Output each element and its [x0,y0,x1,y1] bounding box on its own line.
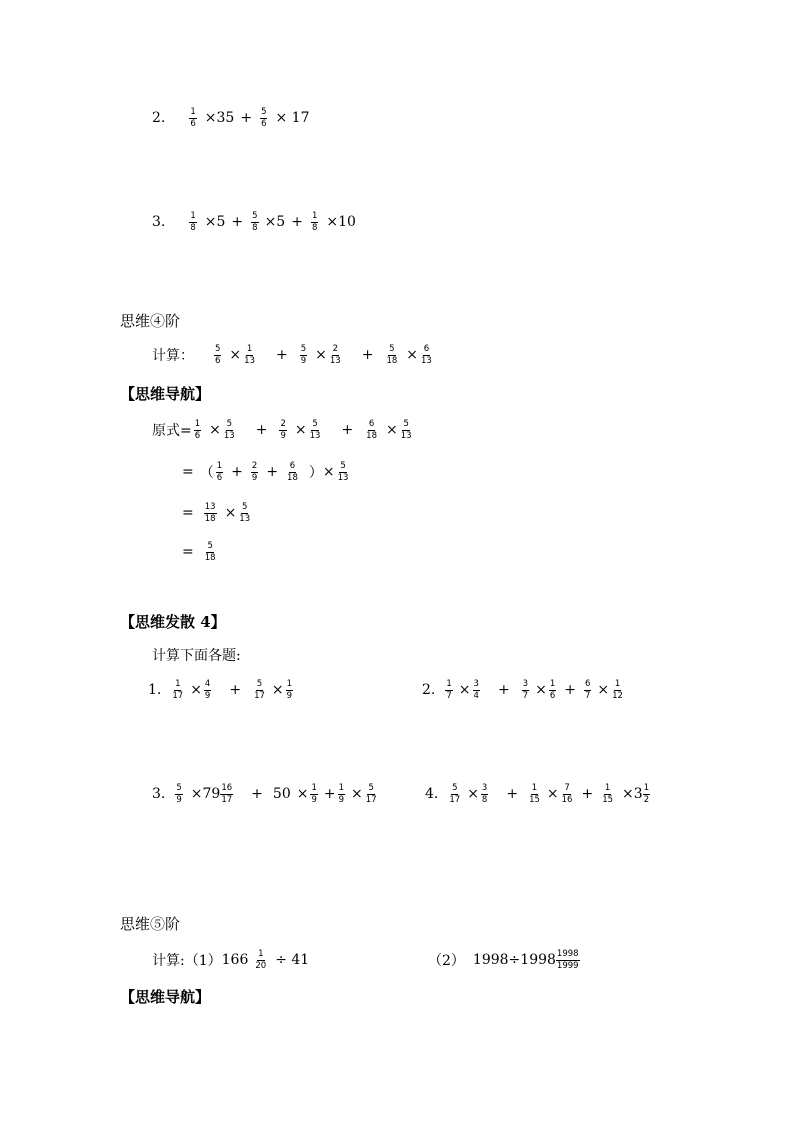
fraction: $\frac{6}{18}$ [287,461,298,483]
fraction: $\frac{1}{2}$ [643,783,650,805]
problem-3: 3. $\frac{1}{8}$ ×5 + $\frac{5}{8}$ ×5 + $\frac{1}{8}$ ×10 [152,211,356,233]
diverge4-heading: 【思维发散 4】 [120,613,226,631]
fraction: $\frac{1}{8}$ [311,211,318,233]
solution-line-2: = （ $\frac{1}{6}$ + $\frac{2}{9}$ + $\frac{6}{18}$ ） × $\frac{5}{13}$ [182,461,349,483]
fraction: $\frac{5}{6}$ [215,344,221,366]
solution-line-3: = $\frac{13}{18}$ × $\frac{5}{13}$ [182,502,251,524]
fraction: $\frac{1}{13}$ [244,344,255,366]
diverge-problem-1: 1. $\frac{1}{17}$ × $\frac{4}{9}$ + $\frac{5}{17}$ × $\frac{1}{9}$ [148,679,293,701]
fraction: $\frac{5}{17}$ [254,679,265,701]
level4-nav-heading: 【思维导航】 [120,385,211,403]
fraction: $\frac{3}{7}$ [522,679,529,701]
fraction: $\frac{1}{6}$ [190,107,196,129]
diverge-problem-3: 3. $\frac{5}{9}$ × 79 $\frac{16}{17}$ + 50 × $\frac{1}{9}$ + $\frac{1}{9}$ × $\frac{5}{17}$ [152,783,377,805]
fraction: $\frac{2}{9}$ [280,419,286,441]
fraction: $\frac{1}{20}$ [255,949,267,971]
level5-calc-2: （2） 1998÷1998 $\frac{1998}{1999}$ [428,949,579,971]
fraction: $\frac{1}{9}$ [338,783,345,805]
fraction: $\frac{13}{18}$ [204,502,216,524]
fraction: $\frac{5}{17}$ [449,783,461,805]
fraction: $\frac{1}{12}$ [612,679,623,701]
level5-heading: 思维⑤阶 [120,915,181,933]
level4-heading: 思维④阶 [120,312,181,330]
fraction: $\frac{1}{7}$ [446,679,452,701]
problem-label: 3. [152,214,166,230]
fraction: $\frac{1}{6}$ [194,419,201,441]
solution-line-4: = $\frac{5}{18}$ [182,541,216,563]
fraction: $\frac{5}{13}$ [337,461,349,483]
fraction: $\frac{1}{6}$ [216,461,223,483]
fraction: $\frac{6}{18}$ [366,419,377,441]
fraction: $\frac{1}{6}$ [549,679,556,701]
problem-2: 2. $\frac{1}{6}$ ×35 + $\frac{5}{6}$ × 17 [152,107,310,129]
fraction: $\frac{3}{4}$ [473,679,479,701]
solution-line-1: 原式= $\frac{1}{6}$ × $\frac{5}{13}$ + $\frac{2}{9}$ × $\frac{5}{13}$ + $\frac{6}{18}$ × $\frac{5}{13}$ [152,419,412,441]
fraction: $\frac{1}{17}$ [172,679,184,701]
fraction: $\frac{1}{9}$ [311,783,317,805]
fraction: $\frac{5}{13}$ [239,502,251,524]
fraction: $\frac{5}{18}$ [204,541,216,563]
fraction: $\frac{5}{9}$ [300,344,307,366]
level5-nav-heading: 【思维导航】 [120,988,211,1006]
fraction: $\frac{1}{15}$ [602,783,614,805]
fraction: $\frac{5}{9}$ [176,783,182,805]
fraction: $\frac{2}{13}$ [329,344,341,366]
level5-calc: 计算: （1） 166 $\frac{1}{20}$ ÷ 41 [152,949,310,971]
fraction: $\frac{1}{15}$ [529,783,540,805]
fraction: $\frac{3}{8}$ [481,783,488,805]
fraction: $\frac{2}{9}$ [251,461,258,483]
fraction: $\frac{5}{13}$ [309,419,321,441]
fraction: $\frac{5}{17}$ [365,783,377,805]
fraction: $\frac{5}{6}$ [261,107,267,129]
fraction: $\frac{5}{8}$ [252,211,258,233]
fraction: $\frac{1}{9}$ [286,679,293,701]
fraction: $\frac{4}{9}$ [204,679,211,701]
diverge4-instruction: 计算下面各题: [152,648,241,664]
fraction: $\frac{5}{13}$ [223,419,235,441]
fraction: $\frac{7}{16}$ [561,783,573,805]
fraction: $\frac{6}{13}$ [421,344,432,366]
problem-label: 2. [152,110,166,126]
diverge-problem-2: 2. $\frac{1}{7}$ × $\frac{3}{4}$ + $\frac{3}{7}$ × $\frac{1}{6}$ + $\frac{6}{7}$ × $\frac{1}{12}$ [422,679,623,701]
level4-calc: 计算： $\frac{5}{6}$ × $\frac{1}{13}$ + $\frac{5}{9}$ × $\frac{2}{13}$ + $\frac{5}{18}$ × $\frac{6}{13}$ [152,344,432,366]
fraction: $\frac{6}{7}$ [584,679,591,701]
fraction: $\frac{5}{13}$ [400,419,412,441]
diverge-problem-4: 4. $\frac{5}{17}$ × $\frac{3}{8}$ + $\frac{1}{15}$ × $\frac{7}{16}$ + $\frac{1}{15}$ × 3 $\frac{1}{2}$ [425,783,650,805]
fraction: $\frac{1998}{1999}$ [556,949,579,971]
fraction: $\frac{1}{8}$ [190,211,196,233]
fraction: $\frac{5}{18}$ [386,344,398,366]
fraction: $\frac{16}{17}$ [221,783,233,805]
